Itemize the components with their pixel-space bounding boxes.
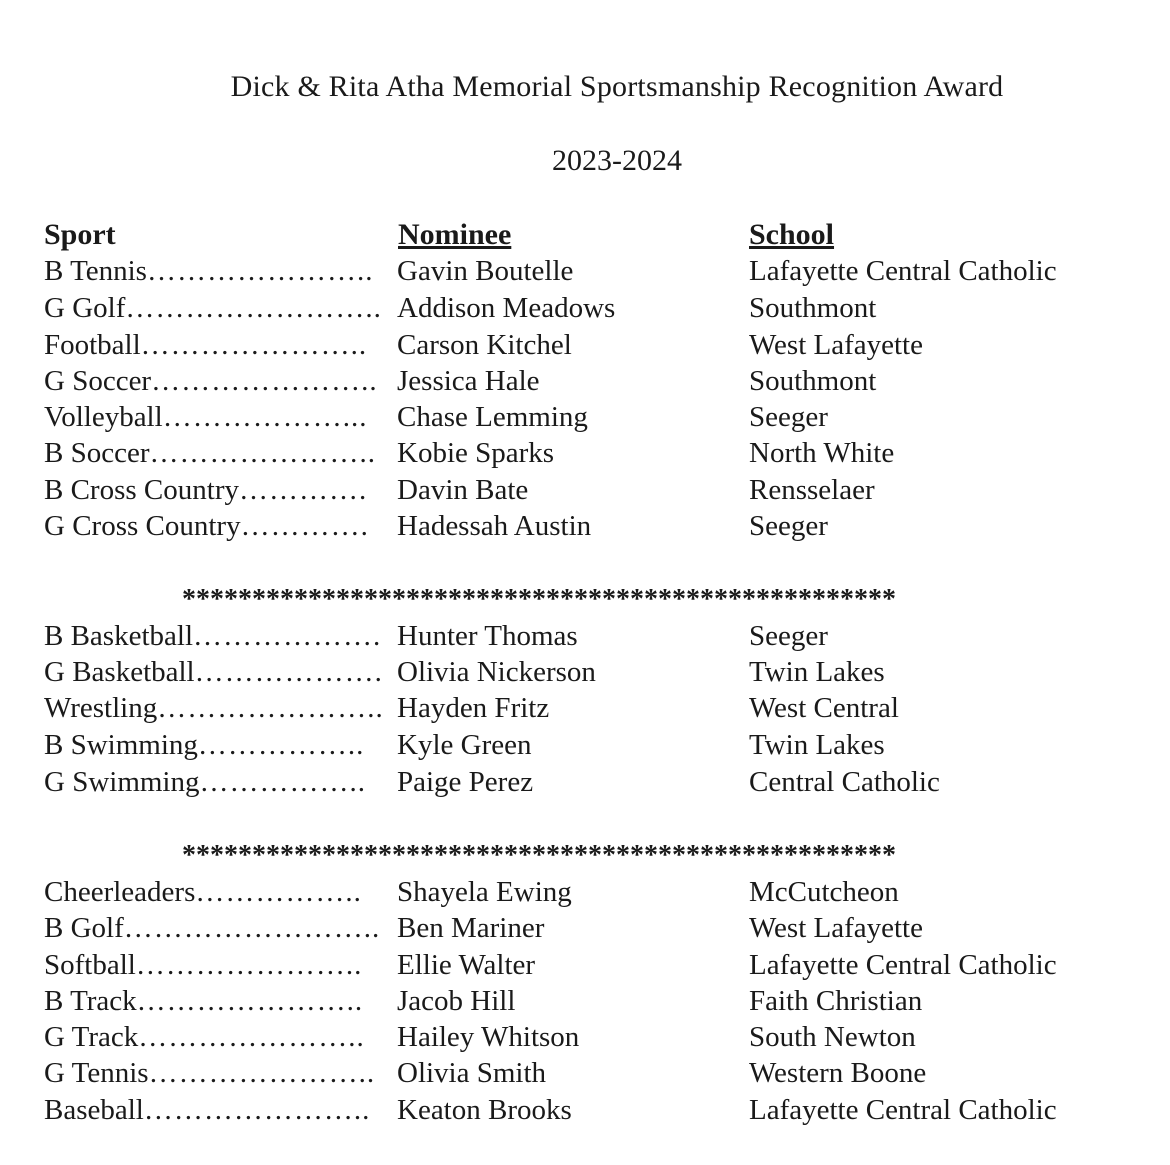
sport-label: G Track………………….. [44, 1021, 365, 1053]
sport-label: Football………………….. [44, 329, 368, 361]
leader-dots: …………. [238, 474, 368, 506]
nominee-name: Ben Mariner [397, 912, 545, 944]
nominee-name: Carson Kitchel [397, 329, 572, 361]
school-name: Rensselaer [749, 474, 875, 506]
sport-label: G Tennis………………….. [44, 1057, 376, 1089]
award-row [0, 401, 1170, 437]
school-name: Western Boone [749, 1057, 927, 1089]
award-row [0, 255, 1170, 291]
nominee-name: Davin Bate [397, 474, 529, 506]
school-name: Twin Lakes [749, 656, 885, 688]
sport-label: G Soccer………………….. [44, 365, 378, 397]
section-separator: *************************************************** [182, 584, 896, 615]
school-name: Lafayette Central Catholic [749, 1094, 1057, 1126]
nominee-name: Olivia Nickerson [397, 656, 596, 688]
leader-dots: ………………. [194, 656, 383, 688]
school-name: South Newton [749, 1021, 916, 1053]
sport-label: G Swimming…………….. [44, 766, 366, 798]
sport-label: Softball………………….. [44, 949, 363, 981]
award-row [0, 1021, 1170, 1057]
school-name: Southmont [749, 292, 877, 324]
nominee-name: Hayden Fritz [397, 692, 550, 724]
nominee-name: Kobie Sparks [397, 437, 555, 469]
sport-label: G Basketball………………. [44, 656, 383, 688]
school-name: Faith Christian [749, 985, 923, 1017]
sport-label: Cheerleaders…………….. [44, 876, 362, 908]
nominee-name: Olivia Smith [397, 1057, 547, 1089]
school-name: Seeger [749, 401, 828, 433]
award-row [0, 1094, 1170, 1130]
leader-dots: ………………….. [143, 1094, 371, 1126]
school-name: North White [749, 437, 895, 469]
leader-dots: ………………….. [149, 437, 376, 469]
nominee-name: Shayela Ewing [397, 876, 572, 908]
school-name: Central Catholic [749, 766, 940, 798]
school-name: Seeger [749, 510, 828, 542]
sport-label: B Cross Country…………. [44, 474, 368, 506]
leader-dots: ………………….. [140, 329, 368, 361]
nominee-name: Gavin Boutelle [397, 255, 574, 287]
sport-label: B Track………………….. [44, 985, 364, 1017]
award-row [0, 692, 1170, 728]
award-row [0, 876, 1170, 912]
award-row [0, 365, 1170, 401]
school-name: Lafayette Central Catholic [749, 949, 1057, 981]
leader-dots: ………………….. [135, 949, 363, 981]
sport-label: G Cross Country…………. [44, 510, 369, 542]
sport-label: Volleyball………………... [44, 401, 368, 433]
leader-dots: …………….. [199, 766, 366, 798]
nominee-name: Hadessah Austin [397, 510, 592, 542]
leader-dots: ………………….. [148, 1057, 376, 1089]
leader-dots: …………….. [197, 729, 365, 761]
leader-dots: ………………….. [146, 255, 374, 287]
school-name: West Central [749, 692, 899, 724]
leader-dots: …………………….. [123, 912, 381, 944]
nominee-name: Keaton Brooks [397, 1094, 572, 1126]
award-row [0, 474, 1170, 510]
award-row [0, 510, 1170, 546]
sport-label: Wrestling………………….. [44, 692, 384, 724]
document-year: 2023-2024 [552, 144, 682, 177]
sport-label: G Golf…………………….. [44, 292, 382, 324]
award-row [0, 766, 1170, 802]
nominee-name: Kyle Green [397, 729, 532, 761]
sport-label: B Soccer………………….. [44, 437, 376, 469]
nominee-name: Paige Perez [397, 766, 534, 798]
header-nominee: Nominee [398, 218, 512, 251]
award-row [0, 620, 1170, 656]
nominee-name: Ellie Walter [397, 949, 536, 981]
leader-dots: ………………... [162, 401, 368, 433]
award-row [0, 1057, 1170, 1093]
leader-dots: …………. [240, 510, 369, 542]
nominee-name: Jacob Hill [397, 985, 516, 1017]
award-row [0, 329, 1170, 365]
section-separator: *************************************************** [182, 840, 896, 871]
nominee-name: Hailey Whitson [397, 1021, 580, 1053]
leader-dots: …………………….. [125, 292, 382, 324]
award-row [0, 949, 1170, 985]
sport-label: B Tennis………………….. [44, 255, 374, 287]
school-name: Southmont [749, 365, 877, 397]
school-name: McCutcheon [749, 876, 899, 908]
leader-dots: ………………….. [157, 692, 384, 724]
header-school: School [749, 218, 835, 251]
nominee-name: Chase Lemming [397, 401, 588, 433]
award-row [0, 985, 1170, 1021]
school-name: West Lafayette [749, 329, 923, 361]
award-row [0, 292, 1170, 328]
sport-label: Baseball………………….. [44, 1094, 371, 1126]
nominee-name: Jessica Hale [397, 365, 540, 397]
award-row [0, 437, 1170, 473]
school-name: Seeger [749, 620, 828, 652]
sport-label: B Golf…………………….. [44, 912, 381, 944]
award-row [0, 656, 1170, 692]
sport-label: B Basketball………………. [44, 620, 382, 652]
leader-dots: ………………. [193, 620, 382, 652]
school-name: Lafayette Central Catholic [749, 255, 1057, 287]
award-row [0, 912, 1170, 948]
nominee-name: Addison Meadows [397, 292, 616, 324]
school-name: Twin Lakes [749, 729, 885, 761]
leader-dots: ………………….. [136, 985, 364, 1017]
leader-dots: ………………….. [138, 1021, 365, 1053]
leader-dots: ………………….. [151, 365, 378, 397]
header-sport: Sport [44, 218, 116, 251]
sport-label: B Swimming…………….. [44, 729, 365, 761]
document-title: Dick & Rita Atha Memorial Sportsmanship Recognition Award [230, 70, 1004, 103]
award-row [0, 729, 1170, 765]
school-name: West Lafayette [749, 912, 923, 944]
nominee-name: Hunter Thomas [397, 620, 578, 652]
leader-dots: …………….. [195, 876, 362, 908]
